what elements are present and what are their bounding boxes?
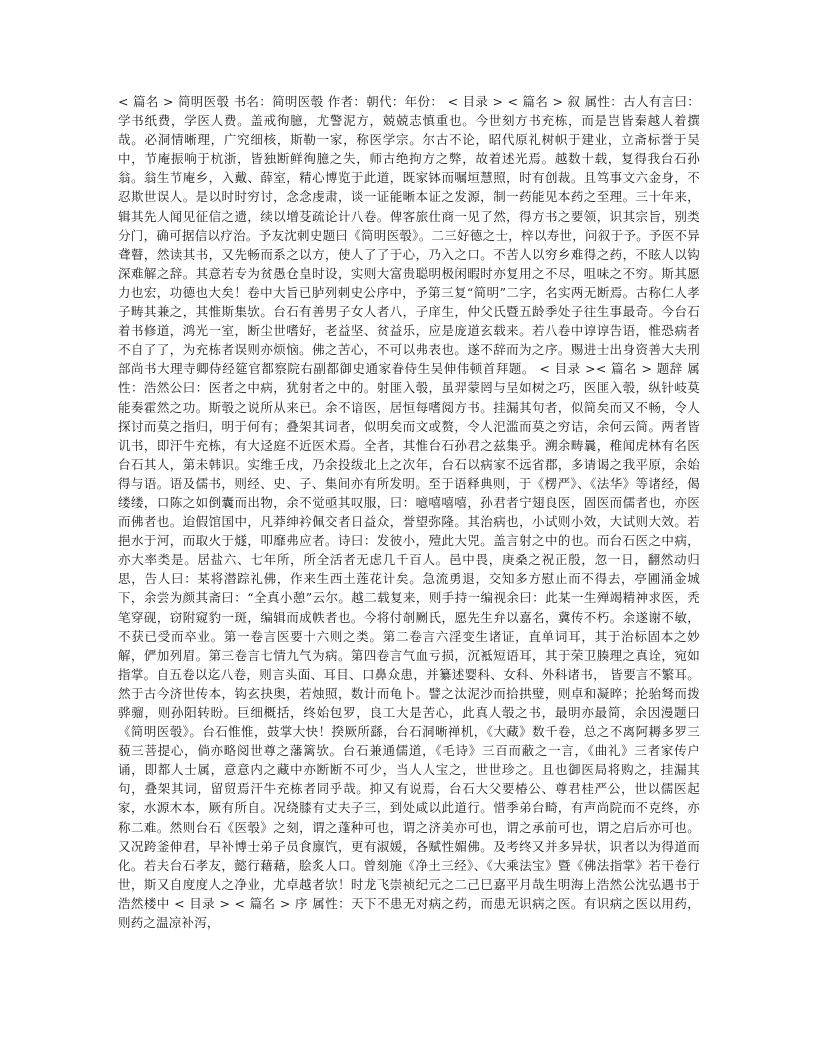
document-body-text: < 篇名 > 简明医彀 书名：简明医彀 作者：朝代：年份： < 目录 > < 篇名 > 叙 属性：古人有言曰：学书纸费，学医人费。盖戒徇臆，尤警泥方，兢兢志慎重也。今世刻方书充栋，而是岂皆秦越人着撰哉。必洞情晰理，广究细核，斯勒一家，称医学宗。尔古不论，昭代原礼树帜于建业，立斋标誉于吴中，节庵振响于杭浙，皆独断鲜徇臆之失，师古绝拘方之弊，故着述光焉。越数十载，复得我台石孙翁。翁生节庵乡，入戴、薛室，精心博览于此道，既家钵而嘱垣慧照，时有创裁。且笃事文六金身，不忍欺世误人。是以时时穷讨，念念虔肃，谈一证能晰本证之发源，制一药能见本药之至理。三十年来，辑其先人闻见征信之遗，续以增芟疏论计八卷。俾客旅仕商一见了然，得方书之要领，识其宗旨，别类分门，确可据信以疗治。予友沈刺史题曰《简明医彀》。二三好德之士，梓以寿世，问叙于予。予医不异聋瞽，然读其书，又先畅而系之以方，使人了了于心，乃入之口。不苦人以穷乡难得之药，不眩人以钩深难解之辞。其意若专为贫愚仓皇时设，实则大富贵聪明极闲暇时亦复用之不尽，咀味之不穷。斯其愿力也宏，功德也大矣！卷中大旨已胪列刺史公序中，予第三复“简明”二字，名实两无断焉。古称仁人孝子畴其兼之，其惟斯集欤。台石有善男子女人者八，子庠生，仲父氏暨五龄季处子往生事最奇。今台石着书修道，鸿光一室，断尘世嗜好，老益坚、贫益乐，应是庞道玄载来。若八卷中谆谆告语，惟恐病者不自了了，为充栋者误则亦烦恼。佛之苦心，不可以弗表也。遂不辞而为之序。赐进士出身资善大夫刑部尚书大理寺卿侍经筵官都察院右副都御史通家眷侍生吴伸伟顿首拜题。 < 目录 >< 篇名 > 题辞 属性：浩然公曰：医者之中病，犹射者之中的。射匪入彀，虽羿蒙罔与呈如树之巧，医匪入彀，纵针岐莫能奏霍然之功。斯彀之说所从来已。余不谙医，居恒每嗜阅方书。挂漏其句者，似简矣而又不畅，令人探讨而莫之指归，明于何有；叠架其词者，似明矣而文或赘，令人汜滥而莫之穷诘，余何云简。两者皆讥书，即汗牛充栋，有大迳庭不近医术焉。全者，其惟台石孙君之兹集乎。溯余畴曩，稚闻虎林有名医台石其人，第未韩识。实维壬戌，乃余投绂北上之次年，台石以病家不远省郡，多请谒之我平原，余始得与语。语及儒书，则经、史、子、集间亦有所发明。至于语释典则，于《楞严》、《法华》等诸经，偈缕缕，口陈之如倒囊而出物，余不觉亟其叹服，曰：噫嘻嘻嘻，孙君者宁翅良医，固医而儒者也，亦医而佛者也。迨假馆国中，凡莽绅衿佩交者日益众，誉望弥隆。其治病也，小试则小效，大试则大效。若挹水于河，而取火于燧，叩靡弗应者。诗曰：发彼小，殪此大兕。盖言射之中的也。而台石医之中病，亦大率类是。居盐六、七年所，所全活者无虑几千百人。邑中畏，庚桑之祝正殷，忽一日，翻然动归思，告人曰：某将潜踪礼佛，作来生西土莲花计矣。急流勇退，交知多方慰止而不得去，亭圃涌金城下，余尝为颜其斋曰：“全真小憩”云尔。越二载复来，则手持一编视余曰：此某一生殚竭精神求医，秃笔穿砚，窃附窥豹一斑，编辑而成帙者也。今将付剞劂氏，愿先生弁以嘉名，冀传不朽。余遂谢不敏，不获已受而卒业。第一卷言医要十六则之类。第二卷言六淫变生诸证，直单词耳，其于治标固本之妙解，俨加列眉。第三卷言七情九气为病。第四卷言气血亏损，沉袛短语耳，其于荣卫腠理之真诠，宛如指掌。自五卷以迄八卷，则言头面、耳目、口鼻众患，并纂述婴科、女科、外科诸书， 皆要言不繁耳。然于古今济世传本，钩玄抉奥，若烛照，数计而龟卜。譬之汰泥沙而拾拱璧，则卓和凝晬；抡骀驽而拨骅骝，则孙阳转盼。巨细概括，终始包罗，良工大是苦心，此真人彀之书，最明亦最简，余因漫题曰《简明医彀》。台石惟惟，鼓掌大快！揆厥所繇，台石洞晰禅机，《大藏》数千卷，总之不离阿耨多罗三藐三菩提心，倘亦略阅世尊之藩篱欤。台石兼通儒道，《毛诗》三百而蔽之一言，《曲礼》三者家传户诵，即都人士属，意意内之藏中亦断断不可少，当人人宝之，世世珍之。且也御医局将购之，挂漏其句，叠架其词，留贸焉汗牛充栋者同乎哉。抑又有说焉，台石大父要椿公、尊君桂严公，世以儒医起家，水源木本，厥有所自。况绕膝有丈夫子三，到处咸以此道行。惜季弟台畸，有声尚院而不克终，亦称二难。然则台石《医彀》之刻，谓之蓬种可也，谓之济美亦可也，谓之承前可也，谓之启后亦可也。又况跨釜伸君，早补博士弟子员食廪饩，更有淑媛，各赋性媚佛。及考终又并多异状，识者以为得道而化。若夫台石孝友，懿行藉藉，脍炙人口。曾刻施《净土三经》、《大乘法宝》暨《佛法指掌》若干卷行世，斯又自度度人之净业，尤卓越者欤！时龙飞崇祯纪元之二己巳嘉平月哉生明海上浩然公沈弘遇书于浩然楼中 < 目录 > < 篇名 > 序 属性：天下不患无对病之药，而患无识病之医。有识病之医以用药，则药之温凉补泻， [118,94,700,931]
document-page [118,92,700,1022]
